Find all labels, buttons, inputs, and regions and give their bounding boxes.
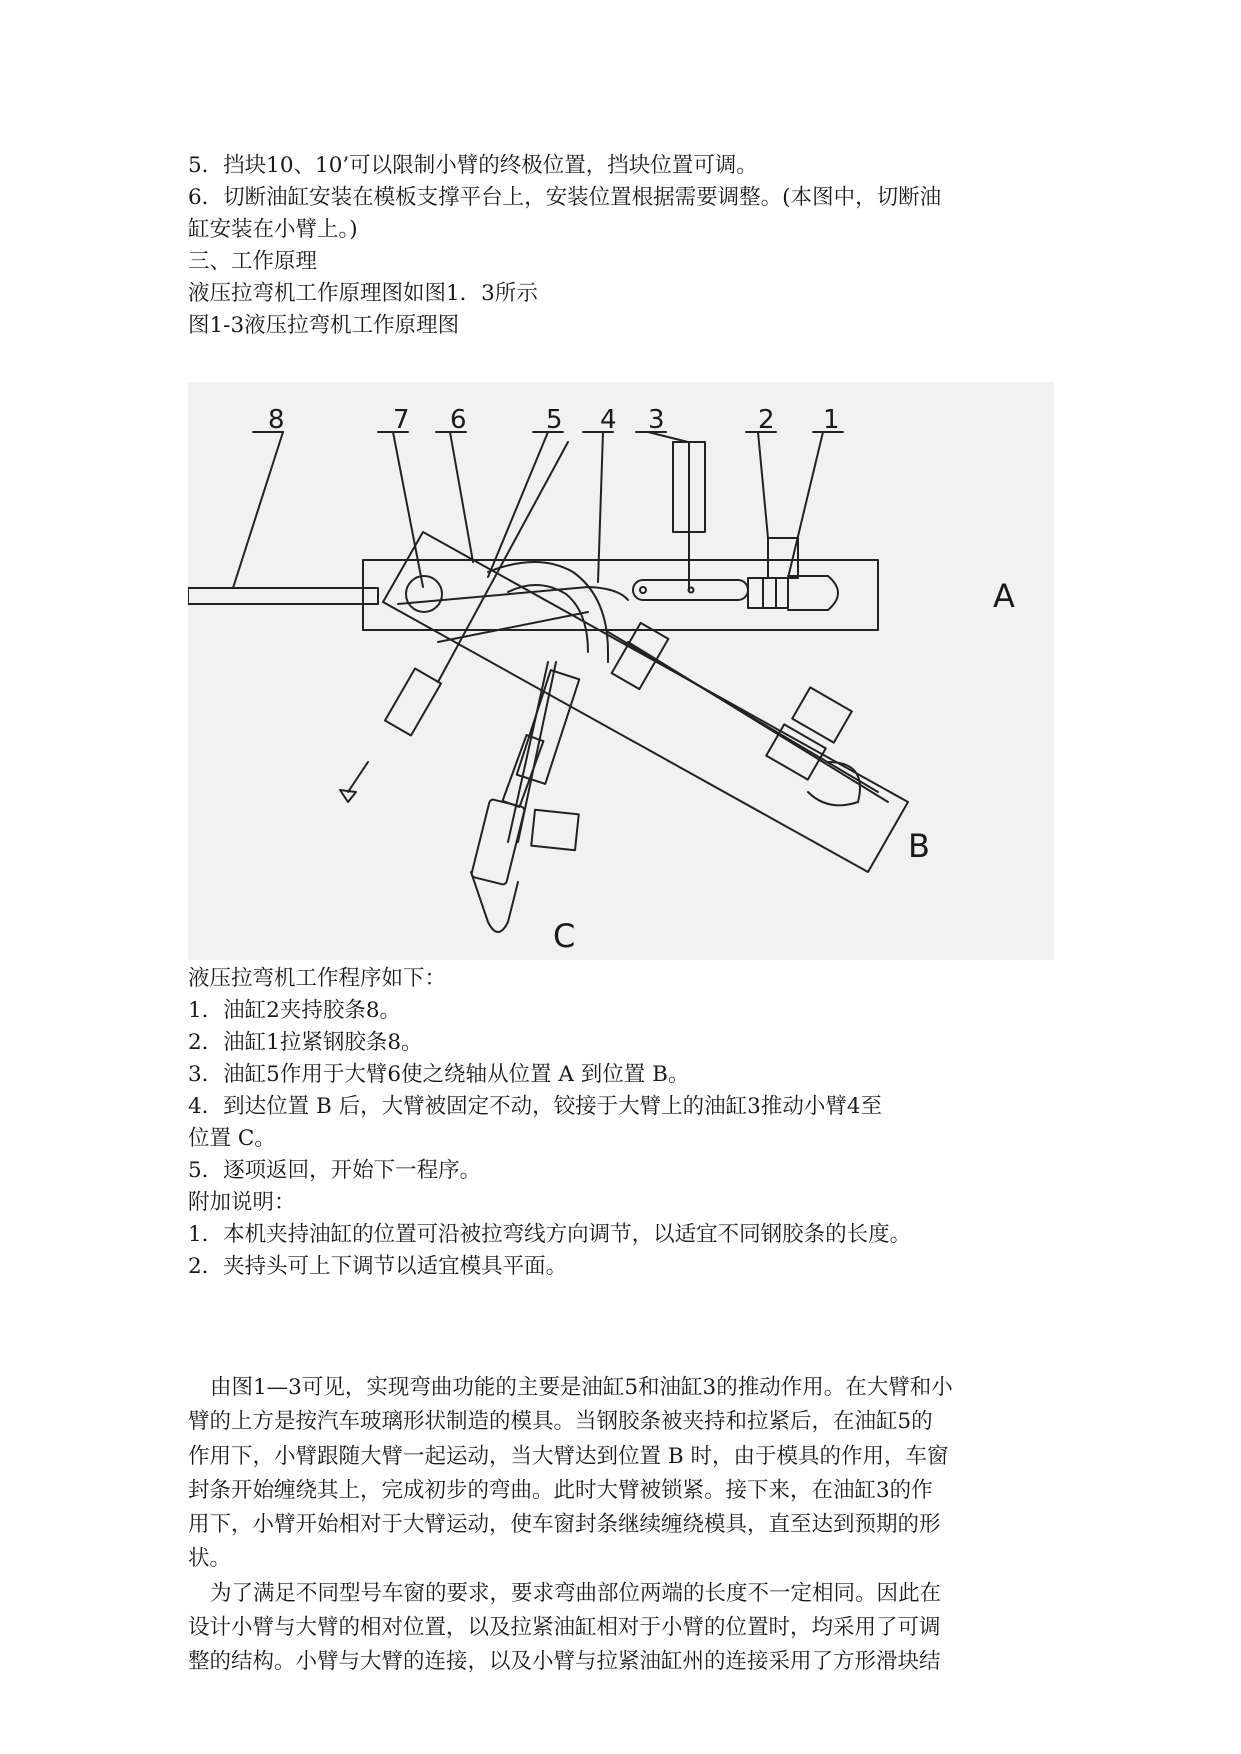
text-line: 5．挡块10、10’可以限制小臂的终极位置，挡块位置可调。 bbox=[188, 153, 758, 178]
big-arm-position-b bbox=[383, 532, 908, 872]
text-line: 液压拉弯机工作程序如下： bbox=[188, 966, 447, 991]
paragraph-line: 用下，小臂开始相对于大臂运动，使车窗封条继续缠绕模具，直至达到预期的形 bbox=[188, 1512, 941, 1538]
text-line: 附加说明： bbox=[188, 1190, 296, 1215]
position-label: B bbox=[908, 827, 930, 865]
paragraph-line: 作用下，小臂跟随大臂一起运动，当大臂达到位置 B 时，由于模具的作用，车窗 bbox=[188, 1443, 949, 1469]
list-item: 5．逐项返回，开始下一程序。 bbox=[188, 1158, 482, 1183]
paragraph-line: 封条开始缠绕其上，完成初步的弯曲。此时大臂被锁紧。接下来，在油缸3的作 bbox=[188, 1477, 933, 1503]
paragraph-line: 状。 bbox=[188, 1546, 232, 1572]
part-label: 4 bbox=[600, 405, 617, 435]
part-label: 2 bbox=[758, 405, 775, 435]
part-label: 1 bbox=[823, 405, 840, 435]
part-label: 8 bbox=[268, 405, 285, 435]
list-item: 1．本机夹持油缸的位置可沿被拉弯线方向调节，以适宜不同钢胶条的长度。 bbox=[188, 1222, 912, 1247]
position-label: C bbox=[553, 917, 576, 955]
hydraulic-bender-diagram bbox=[188, 382, 1054, 960]
paragraph-line: 为了满足不同型号车窗的要求，要求弯曲部位两端的长度不一定相同。因此在 bbox=[210, 1580, 942, 1606]
top-text-block bbox=[188, 150, 1068, 342]
list-item: 4．到达位置 B 后，大臂被固定不动，铰接于大臂上的油缸3推动小臂4至 bbox=[188, 1094, 883, 1119]
paragraph-line: 整的结构。小臂与大臂的连接，以及小臂与拉紧油缸州的连接采用了方形滑块结 bbox=[188, 1649, 941, 1675]
part-label: 5 bbox=[546, 405, 563, 435]
list-item: 3．油缸5作用于大臂6使之绕轴从位置 A 到位置 B。 bbox=[188, 1062, 690, 1087]
text-line: 缸安装在小臂上。) bbox=[188, 217, 358, 242]
part-label: 3 bbox=[648, 405, 665, 435]
figure-caption: 图1-3液压拉弯机工作原理图 bbox=[188, 313, 460, 338]
part-labels bbox=[268, 405, 1015, 955]
paragraph-line: 由图1—3可见，实现弯曲功能的主要是油缸5和油缸3的推动作用。在大臂和小 bbox=[210, 1375, 953, 1400]
part-label: 7 bbox=[393, 405, 410, 435]
leader-lines bbox=[233, 432, 843, 588]
list-item: 2．夹持头可上下调节以适宜模具平面。 bbox=[188, 1254, 568, 1279]
text-line: 6．切断油缸安装在模板支撑平台上，安装位置根据需要调整。(本图中，切断油 bbox=[188, 185, 942, 210]
procedure-block bbox=[188, 963, 1068, 1283]
list-item: 1．油缸2夹持胶条8。 bbox=[188, 998, 402, 1023]
paragraph-line: 设计小臂与大臂的相对位置，以及拉紧油缸相对于小臂的位置时，均采用了可调 bbox=[188, 1615, 941, 1641]
text-line: 液压拉弯机工作原理图如图1．3所示 bbox=[188, 281, 538, 306]
section-heading: 三、工作原理 bbox=[188, 249, 318, 274]
position-label: A bbox=[993, 577, 1015, 615]
paragraph-line: 臂的上方是按汽车玻璃形状制造的模具。当钢胶条被夹持和拉紧后，在油缸5的 bbox=[188, 1409, 933, 1435]
explanation-paragraphs bbox=[188, 1371, 1068, 1680]
part-label: 6 bbox=[450, 405, 467, 435]
list-item: 2．油缸1拉紧钢胶条8。 bbox=[188, 1030, 423, 1055]
list-item: 位置 C。 bbox=[188, 1126, 276, 1151]
